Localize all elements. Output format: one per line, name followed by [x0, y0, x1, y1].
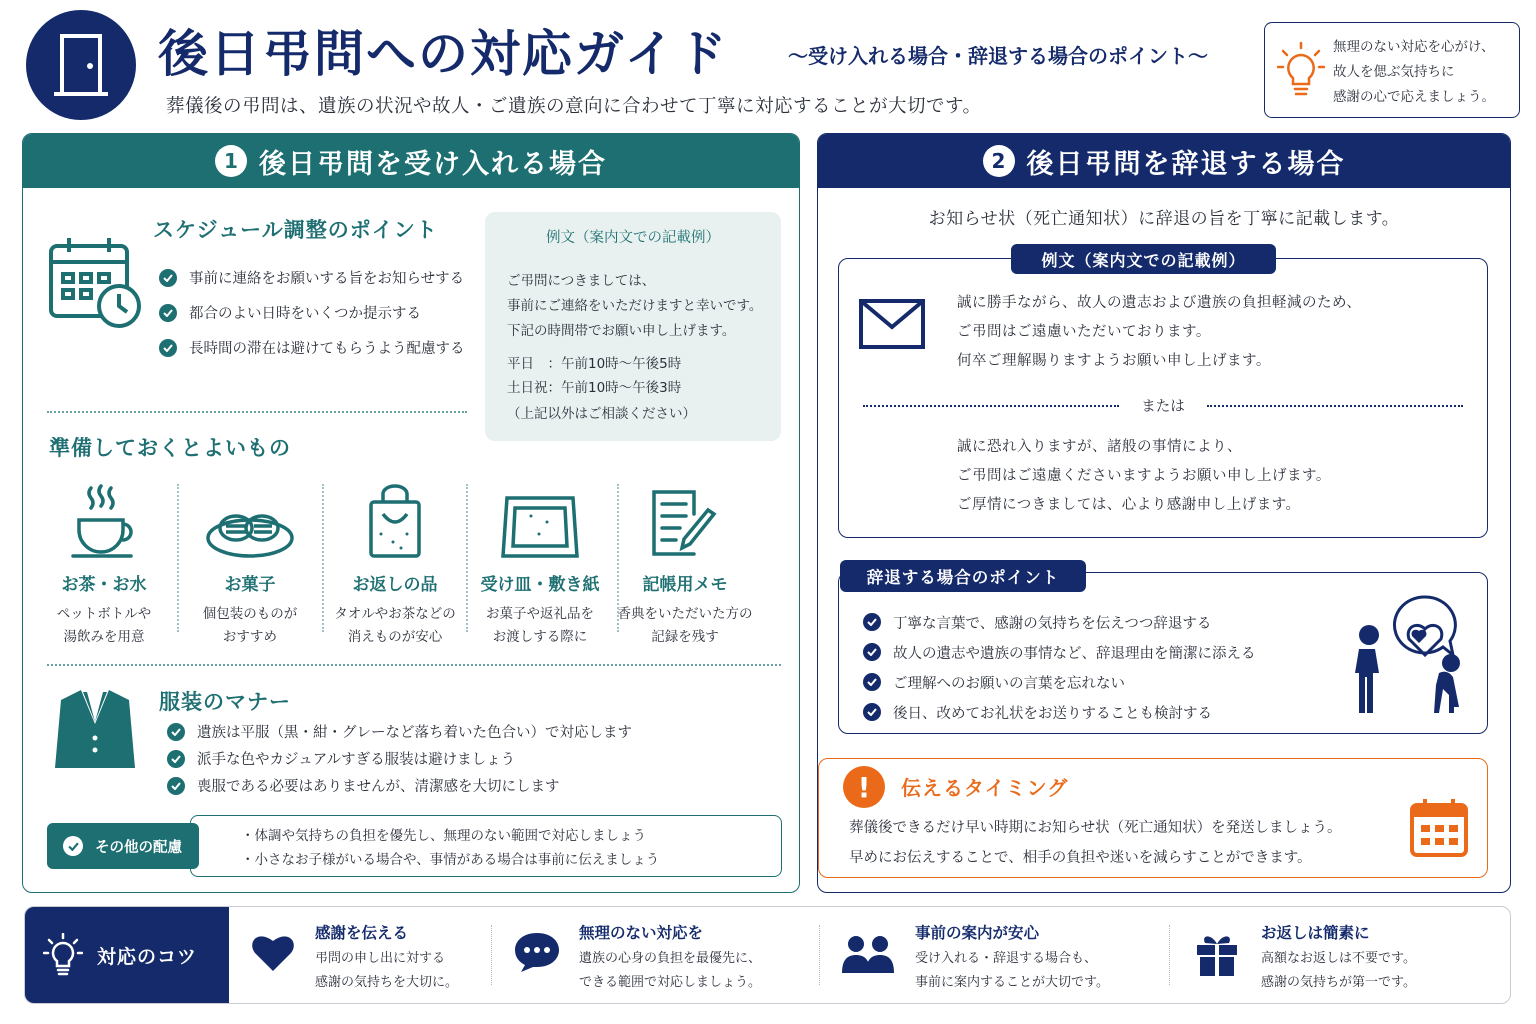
other-considerations-tag: その他の配慮 — [47, 823, 199, 869]
prep-item-sweets: お菓子 個包装のものが おすすめ — [177, 478, 323, 649]
page-intro: 葬儀後の弔問は、遺族の状況や故人・ご遺族の意向に合わせて丁寧に対応することが大切です。 — [166, 96, 982, 117]
dress-list — [167, 718, 632, 799]
divider — [1169, 925, 1170, 985]
gift-bag-icon — [322, 478, 468, 560]
prep-item-return-gift: お返しの品 タオルやお茶などの 消えものが安心 — [322, 478, 468, 649]
example-hours: 土日祝：午前10時〜午後3時 — [507, 380, 682, 396]
tip-line: 感謝の心で応えましょう。 — [1333, 89, 1495, 105]
check-icon — [159, 339, 177, 357]
divider — [47, 411, 467, 413]
example-line: ご弔問につきましては、 — [507, 273, 656, 289]
lightbulb-icon — [43, 933, 83, 977]
sweets-icon — [177, 478, 323, 560]
example-hours: （上記以外はご相談ください） — [507, 406, 696, 422]
decline-example-b: 誠に恐れ入りますが、諸般の事情により、 ご弔問はご遠慮くださいますようお願い申し上げます。 ご厚情につきましては、心より感謝申し上げます。 — [957, 439, 1331, 513]
check-icon — [63, 836, 83, 856]
check-icon — [159, 304, 177, 322]
check-icon — [863, 703, 881, 721]
list-item: 長時間の滞在は避けてもらうよう配慮する — [159, 330, 465, 365]
envelope-icon — [859, 299, 925, 353]
calendar-clock-icon — [47, 234, 143, 334]
prep-item-memo: 記帳用メモ 香典をいただいた方の 記録を残す — [612, 478, 758, 649]
door-logo-icon — [26, 10, 136, 120]
tip-item-advance-notice: 事前の案内が安心 受け入れる・辞退する場合も、 事前に案内することが大切です。 — [841, 907, 1171, 1003]
check-icon — [863, 643, 881, 661]
tip-item-no-strain: 無理のない対応を 遺族の心身の負担を最優先に、 できる範囲で対応しましょう。 — [513, 907, 803, 1003]
timing-heading: 伝えるタイミング — [901, 776, 1069, 800]
section-number: 1 — [215, 145, 247, 177]
suit-jacket-icon — [53, 686, 137, 776]
exclamation-icon: ! — [843, 766, 885, 808]
list-item: 遺族は平服（黒・紺・グレーなど落ち着いた色合い）で対応します — [167, 718, 632, 745]
decline-example-title: 例文（案内文での記載例） — [1011, 244, 1276, 274]
list-item: 事前に連絡をお願いする旨をお知らせする — [159, 260, 465, 295]
check-icon — [167, 777, 185, 795]
example-line: 事前にご連絡をいただけますと幸いです。 — [507, 298, 763, 314]
divider — [47, 664, 781, 666]
list-item: ご理解へのお願いの言葉を忘れない — [863, 667, 1256, 697]
speech-bubble-icon — [513, 931, 561, 977]
tip-line: 無理のない対応を心がけ、 — [1333, 39, 1495, 55]
decline-example-a: 誠に勝手ながら、故人の遺志および遺族の負担軽減のため、 ご弔問はご遠慮いただいております。 何卒ご理解賜りますようお願い申し上げます。 — [957, 295, 1362, 369]
list-item: 丁寧な言葉で、感謝の気持ちを伝えつつ辞退する — [863, 607, 1256, 637]
list-item: 故人の遺志や遺族の事情など、辞退理由を簡潔に添える — [863, 637, 1256, 667]
decline-lead: お知らせ状（死亡通知状）に辞退の旨を丁寧に記載します。 — [928, 209, 1400, 229]
decline-points-box — [838, 572, 1488, 734]
page-title: 後日弔問への対応ガイド — [158, 25, 729, 83]
check-icon — [167, 750, 185, 768]
section-number: 2 — [983, 145, 1015, 177]
decline-section-header — [818, 134, 1510, 188]
accept-section-header — [23, 134, 799, 188]
example-title: 例文（案内文での記載例） — [546, 230, 720, 246]
decline-section — [817, 133, 1511, 893]
example-hours: 平日 ：午前10時〜午後5時 — [507, 356, 682, 372]
list-item: 派手な色やカジュアルすぎる服装は避けましょう — [167, 745, 632, 772]
memo-icon — [612, 478, 758, 560]
tip-item-thanks: 感謝を伝える 弔問の申し出に対する 感謝の気持ちを大切に。 — [251, 907, 501, 1003]
decline-example-box — [838, 258, 1488, 538]
accept-section-title: 後日弔問を受け入れる場合 — [259, 148, 607, 180]
list-item: 後日、改めてお礼状をお送りすることも検討する — [863, 697, 1256, 727]
tray-icon — [467, 478, 613, 560]
divider — [819, 925, 820, 985]
prep-heading: 準備しておくとよいもの — [49, 436, 291, 460]
decline-section-title: 後日弔問を辞退する場合 — [1026, 148, 1346, 180]
timing-box — [818, 758, 1488, 878]
page-subtitle: 〜受け入れる場合・辞退する場合のポイント〜 — [788, 44, 1208, 68]
example-line: 下記の時間帯でお願い申し上げます。 — [507, 323, 736, 339]
list-item: 都合のよい日時をいくつか提示する — [159, 295, 465, 330]
tip-item-simple-return: お返しは簡素に 高額なお返しは不要です。 感謝の気持ちが第一です。 — [1195, 907, 1495, 1003]
header-tip-box — [1264, 22, 1520, 118]
check-icon — [159, 269, 177, 287]
dress-heading: 服装のマナー — [159, 690, 291, 714]
lightbulb-icon — [1277, 41, 1325, 105]
prep-item-tray: 受け皿・敷き紙 お菓子や返礼品を お渡しする際に — [467, 478, 613, 649]
accept-example-box — [485, 212, 781, 441]
check-icon — [167, 723, 185, 741]
or-divider: または — [863, 395, 1463, 416]
accept-section — [22, 133, 800, 893]
divider — [491, 925, 492, 985]
decline-points-heading: 辞退する場合のポイント — [840, 560, 1086, 592]
list-item: 喪服である必要はありませんが、清潔感を大切にします — [167, 772, 632, 799]
calendar-icon — [1409, 797, 1469, 863]
heart-icon — [251, 933, 295, 977]
schedule-list — [159, 260, 465, 365]
tips-bar — [24, 906, 1511, 1004]
decline-points-list — [863, 607, 1256, 727]
schedule-heading: スケジュール調整のポイント — [153, 218, 438, 242]
gift-icon — [1195, 931, 1239, 981]
tip-line: 故人を偲ぶ気持ちに — [1333, 64, 1455, 80]
tips-label: 対応のコツ — [25, 907, 229, 1003]
other-considerations — [47, 815, 782, 877]
tea-cup-icon — [31, 478, 177, 560]
people-icon — [841, 935, 895, 979]
check-icon — [863, 613, 881, 631]
other-considerations-body: ・体調や気持ちの負担を優先し、無理のない範囲で対応しましょう ・小さなお子様がいる場合や、事情がある場合は事前に伝えましょう — [190, 815, 782, 877]
timing-text: 葬儀後できるだけ早い時期にお知らせ状（死亡通知状）を発送しましょう。 早めにお伝えすることで、相手の負担や迷いを減らすことができます。 — [849, 820, 1342, 866]
bowing-people-icon — [1339, 589, 1479, 723]
check-icon — [863, 673, 881, 691]
prep-item-tea: お茶・お水 ペットボトルや 湯飲みを用意 — [31, 478, 177, 649]
